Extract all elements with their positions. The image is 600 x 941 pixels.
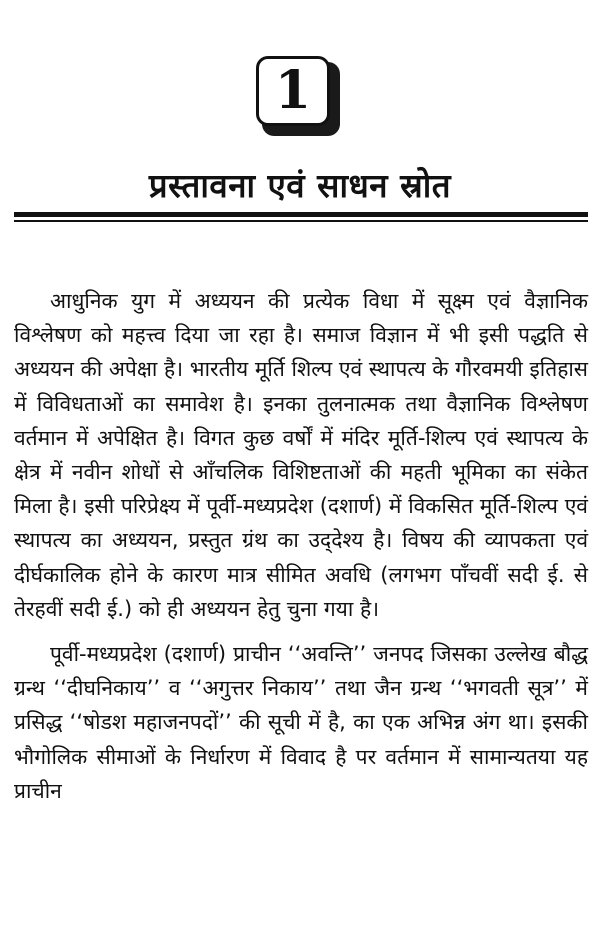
- chapter-title: प्रस्तावना एवं साधन स्रोत: [148, 166, 452, 205]
- title-divider-thick: [14, 212, 588, 217]
- chapter-number: 1: [274, 60, 312, 121]
- chapter-number-box: [256, 56, 330, 126]
- body-text: [14, 284, 588, 819]
- paragraph-2: पूर्वी-मध्यप्रदेश (दशार्ण) प्राचीन ‘‘अवन्ति’’ जनपद जिसका उल्लेख बौद्ध ग्रन्थ ‘‘दीघनिकाय’’ व ‘‘अगुत्तर निकाय’’ तथा जैन ग्रन्थ ‘‘भगवती सूत्र’’ में प्रसिद्ध ‘‘षोडश महाजनपदों’’ की सूची में है, का एक अभिन्न अंग था। इसकी भौगोलिक सीमाओं के निर्धारण में विवाद है पर वर्तमान में सामान्यतया यह प्राचीन: [14, 642, 588, 803]
- title-divider-thin: [14, 220, 588, 222]
- paragraph-1: आधुनिक युग में अध्ययन की प्रत्येक विधा में सूक्ष्म एवं वैज्ञानिक विश्लेषण को महत्त्व दिया जा रहा है। समाज विज्ञान में भी इसी पद्धति से अध्ययन की अपेक्षा है। भारतीय मूर्ति शिल्प एवं स्थापत्य के गौरवमयी इतिहास में विविधताओं का समावेश है। इनका तुलनात्मक तथा वैज्ञानिक विश्लेषण वर्तमान में अपेक्षित है। विगत कुछ वर्षों में मंदिर मूर्ति-शिल्प एवं स्थापत्य के क्षेत्र में नवीन शोधों से आँचलिक विशिष्टताओं की महती भूमिका का संकेत मिला है। इसी परिप्रेक्ष्य में पूर्वी-मध्यप्रदेश (दशार्ण) में विकसित मूर्ति-शिल्प एवं स्थापत्य का अध्ययन, प्रस्तुत ग्रंथ का उद्‌देश्य है। विषय की व्यापकता एवं दीर्घकालिक होने के कारण मात्र सीमित अवधि (लगभग पाँचवीं सदी ई. से तेरहवीं सदी ई.) को ही अध्ययन हेतु चुना गया है।: [14, 289, 588, 621]
